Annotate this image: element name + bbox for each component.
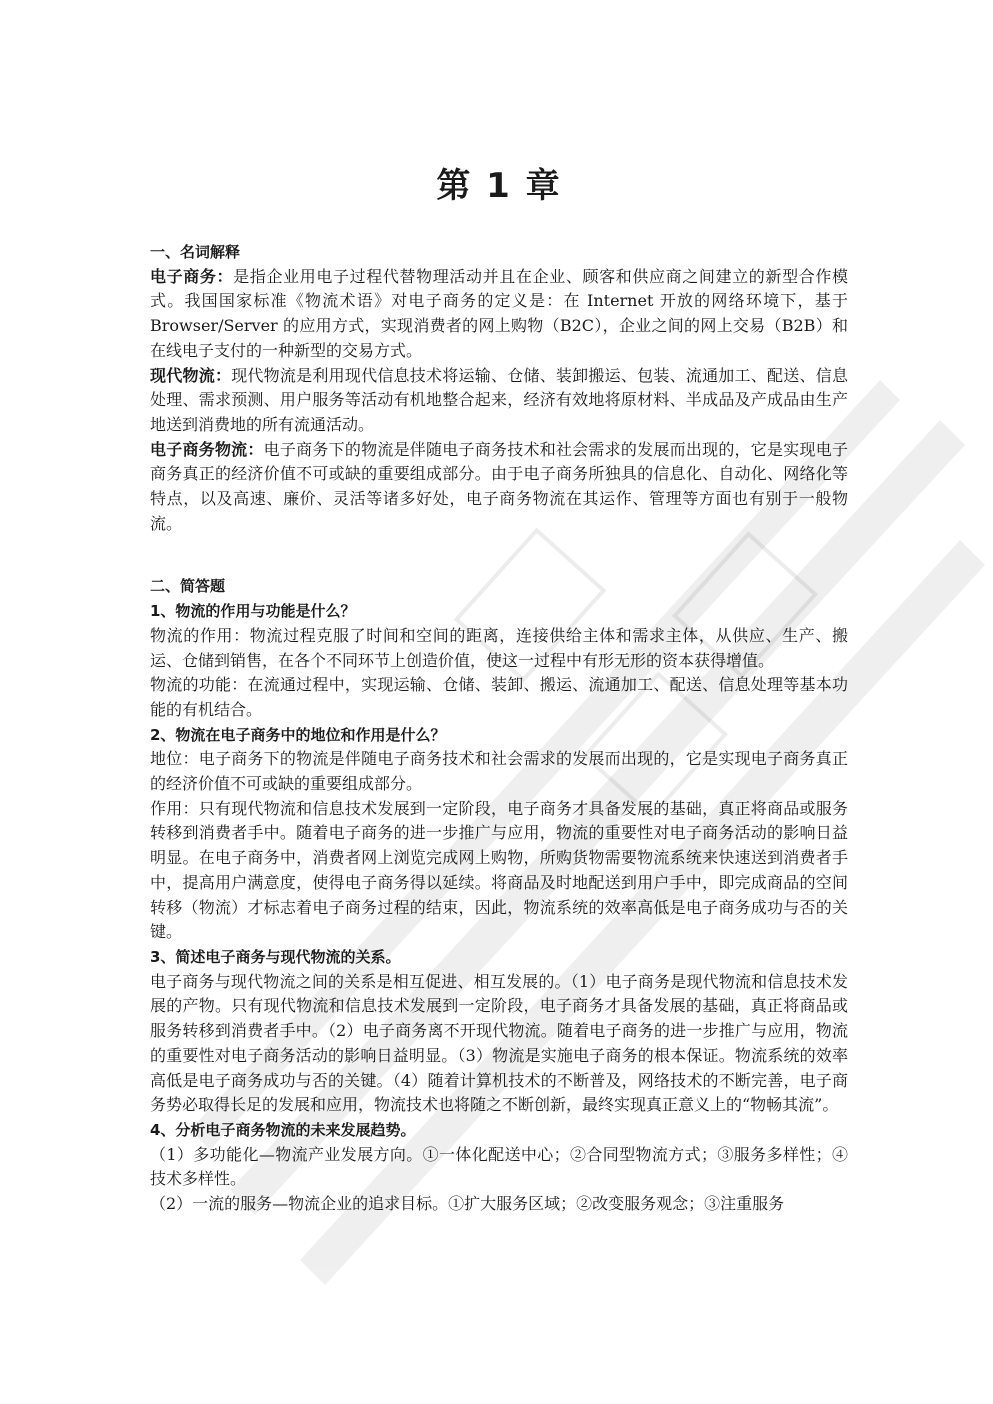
- term-definition: 电子商务下的物流是伴随电子商务技术和社会需求的发展而出现的，它是实现电子商务真正的经济价值不可或缺的重要组成部分。由于电子商务所独具的信息化、自动化、网络化等特点，以及高速、廉价、灵活等诸多好处，电子商务物流在其运作、管理等方面也有别于一般物流。: [150, 439, 848, 533]
- section-heading-questions: 二、简答题: [150, 577, 226, 596]
- term-definition: 是指企业用电子过程代替物理活动并且在企业、顾客和供应商之间建立的新型合作模式。我国国家标准《物流术语》对电子商务的定义是：在 Internet 开放的网络环境下，基于 Browser/Server 的应用方式，实现消费者的网上购物（B2C），企业之间的网上交易（B2B）和在线电子支付的一种新型的交易方式。: [150, 266, 848, 360]
- term-label: 电子商务物流：: [150, 439, 264, 459]
- question-heading: 4、分析电子商务物流的未来发展趋势。: [150, 1120, 416, 1139]
- answer-paragraph: 电子商务与现代物流之间的关系是相互促进、相互发展的。（1）电子商务是现代物流和信息技术发展的产物。只有现代物流和信息技术发展到一定阶段，电子商务才具备发展的基础，真正将商品或服务转移到消费者手中。（2）电子商务离不开现代物流。随着电子商务的进一步推广与应用，物流的重要性对电子商务活动的影响日益明显。（3）物流是实施电子商务的根本保证。物流系统的效率高低是电子商务成功与否的关键。（4）随着计算机技术的不断普及，网络技术的不断完善，电子商务势必取得长足的发展和应用，物流技术也将随之不断创新，最终实现真正意义上的“物畅其流”。: [150, 971, 848, 1115]
- term-label: 现代物流：: [150, 365, 232, 385]
- term-paragraph: [150, 438, 848, 537]
- term-label: 电子商务：: [150, 266, 234, 286]
- answer-paragraph: 物流的功能：在流通过程中，实现运输、仓储、装卸、搬运、流通加工、配送、信息处理等基本功能的有机结合。: [150, 675, 848, 719]
- answer-paragraph: 地位：电子商务下的物流是伴随电子商务技术和社会需求的发展而出现的，它是实现电子商务真正的经济价值不可或缺的重要组成部分。: [150, 749, 848, 794]
- section-spacer: [150, 536, 848, 574]
- term-paragraph: [150, 364, 848, 438]
- question-heading: 2、物流在电子商务中的地位和作用是什么？: [150, 725, 446, 744]
- question-heading: 1、物流的作用与功能是什么？: [150, 602, 356, 621]
- document-body: [150, 240, 848, 1217]
- question-heading: 3、简述电子商务与现代物流的关系。: [150, 947, 401, 966]
- answer-paragraph: （2）一流的服务—物流企业的追求目标。①扩大服务区域；②改变服务观念；③注重服务: [150, 1194, 785, 1214]
- term-definition: 现代物流是利用现代信息技术将运输、仓储、装卸搬运、包装、流通加工、配送、信息处理、需求预测、用户服务等活动有机地整合起来，经济有效地将原材料、半成品及产成品由生产地送到消费地的所有流通活动。: [150, 365, 848, 434]
- answer-paragraph: （1）多功能化—物流产业发展方向。①一体化配送中心；②合同型物流方式；③服务多样性；④技术多样性。: [150, 1144, 848, 1189]
- section-heading-terms: 一、名词解释: [150, 243, 241, 261]
- answer-paragraph: 作用：只有现代物流和信息技术发展到一定阶段，电子商务才具备发展的基础，真正将商品或服务转移到消费者手中。随着电子商务的进一步推广与应用，物流的重要性对电子商务活动的影响日益明显。在电子商务中，消费者网上浏览完成网上购物，所购货物需要物流系统来快速送到消费者手中，提高用户满意度，使得电子商务得以延续。将商品及时地配送到用户手中，即完成商品的空间转移（物流）才标志着电子商务过程的结束，因此，物流系统的效率高低是电子商务成功与否的关键。: [150, 798, 848, 942]
- term-paragraph: [150, 265, 848, 364]
- answer-paragraph: 物流的作用：物流过程克服了时间和空间的距离，连接供给主体和需求主体，从供应、生产、搬运、仓储到销售，在各个不同环节上创造价值，使这一过程中有形无形的资本获得增值。: [150, 625, 848, 670]
- chapter-title: 第 1 章: [436, 166, 562, 206]
